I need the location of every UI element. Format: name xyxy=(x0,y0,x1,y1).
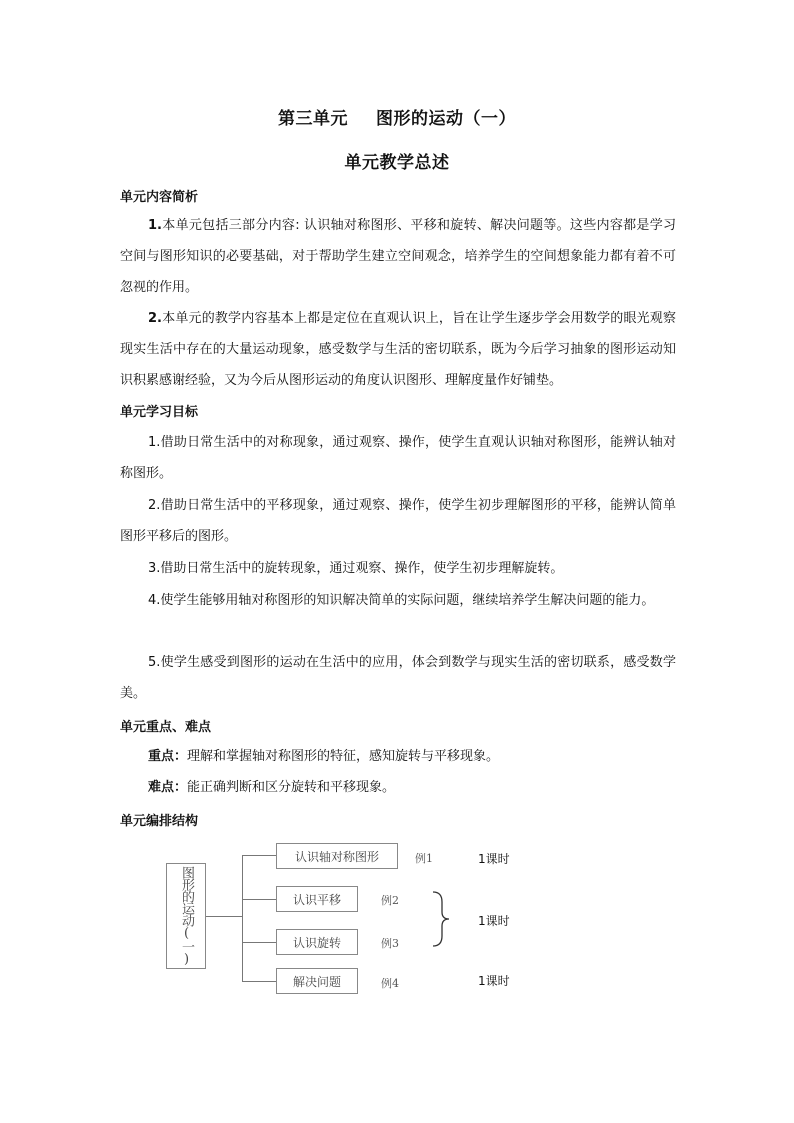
difficult-text: 能正确判断和区分旋转和平移现象。 xyxy=(187,780,396,795)
p1-text: 本单元包括三部分内容: 认识轴对称图形、平移和旋转、解决问题等。这些内容都是学习空间与图形知识的必要基础，对于帮助学生建立空间观念，培养学生的空间想象能力都有着不可忽视的作用。 xyxy=(120,218,676,295)
heading-structure: 单元编排结构 xyxy=(120,814,199,829)
example-label: 例4 xyxy=(381,977,399,990)
node-box: 认识轴对称图形 xyxy=(276,843,398,869)
example-label: 例2 xyxy=(381,894,399,907)
p1-number: 1. xyxy=(148,218,162,233)
unit-title-part1: 第三单元 xyxy=(278,109,348,129)
difficult-label: 难点： xyxy=(148,780,188,795)
unit-title-part2: 图形的运动（一） xyxy=(376,109,516,129)
hours-label: 1课时 xyxy=(478,914,510,928)
curly-brace-icon xyxy=(430,890,452,948)
root-box: 图形的运动(一) xyxy=(166,863,206,969)
unit-title xyxy=(0,104,794,129)
connector-line xyxy=(242,855,243,981)
node-box: 认识平移 xyxy=(276,886,358,912)
key-point xyxy=(120,741,676,772)
key-text: 理解和掌握轴对称图形的特征，感知旋转与平移现象。 xyxy=(187,749,500,764)
key-label: 重点： xyxy=(148,749,188,764)
heading-content-analysis: 单元内容简析 xyxy=(120,190,199,205)
p2-text: 本单元的教学内容基本上都是定位在直观认识上，旨在让学生逐步学会用数学的眼光观察现实生活中存在的大量运动现象，感受数学与生活的密切联系，既为今后学习抽象的图形运动知识积累感谢经验，又为今后从图形运动的角度认识图形、理解度量作好铺垫。 xyxy=(120,311,676,388)
heading-key-difficult: 单元重点、难点 xyxy=(120,720,212,735)
connector-line xyxy=(242,981,276,982)
connector-line xyxy=(242,855,276,856)
example-label: 例1 xyxy=(415,852,433,865)
goal-item: 1.借助日常生活中的对称现象，通过观察、操作，使学生直观认识轴对称图形，能辨认轴对称图形。 xyxy=(120,435,676,481)
heading-learning-goals: 单元学习目标 xyxy=(120,405,199,420)
connector-line xyxy=(206,916,242,917)
difficult-point xyxy=(120,772,676,803)
goal-item: 2.借助日常生活中的平移现象，通过观察、操作，使学生初步理解图形的平移，能辨认简单图形平移后的图形。 xyxy=(120,498,676,544)
example-label: 例3 xyxy=(381,937,399,950)
content-paragraph-1 xyxy=(120,210,676,303)
hours-label: 1课时 xyxy=(478,974,510,988)
goal-item: 4.使学生能够用轴对称图形的知识解决简单的实际问题，继续培养学生解决问题的能力。 xyxy=(148,593,655,608)
hours-label: 1课时 xyxy=(478,852,510,866)
goal-item: 5.使学生感受到图形的运动在生活中的应用，体会到数学与现实生活的密切联系，感受数学美。 xyxy=(120,655,676,701)
subtitle: 单元教学总述 xyxy=(344,153,450,173)
node-box: 认识旋转 xyxy=(276,929,358,955)
connector-line xyxy=(242,942,276,943)
content-paragraph-2 xyxy=(120,303,676,396)
node-box: 解决问题 xyxy=(276,968,358,994)
p2-number: 2. xyxy=(148,311,162,326)
structure-diagram xyxy=(160,838,560,1008)
goal-item: 3.借助日常生活中的旋转现象，通过观察、操作，使学生初步理解旋转。 xyxy=(148,561,564,576)
connector-line xyxy=(242,899,276,900)
